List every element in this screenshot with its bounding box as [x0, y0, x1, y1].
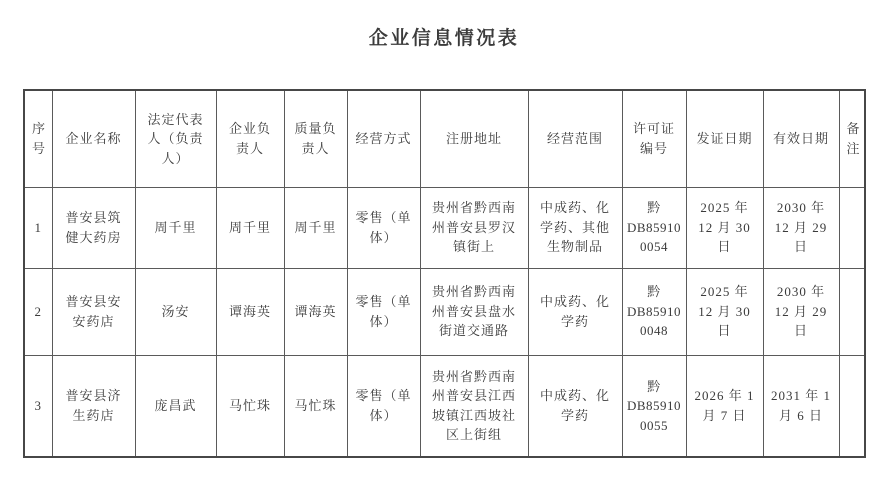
cell-business-mode: 零售（单体）: [347, 268, 420, 355]
header-registered-address: 注册地址: [420, 90, 528, 187]
cell-company-name: 普安县安安药店: [52, 268, 135, 355]
cell-valid-date: 2030 年 12 月 29 日: [763, 187, 839, 268]
cell-valid-date: 2031 年 1 月 6 日: [763, 355, 839, 457]
cell-issue-date: 2025 年 12 月 30 日: [686, 268, 763, 355]
cell-registered-address: 贵州省黔西南州普安县江西坡镇江西坡社区上街组: [420, 355, 528, 457]
cell-no: 1: [24, 187, 52, 268]
table-row: [24, 268, 865, 355]
cell-company-name: 普安县济生药店: [52, 355, 135, 457]
header-license-no: 许可证编号: [622, 90, 686, 187]
enterprise-info-table: [23, 89, 866, 458]
table-row: [24, 187, 865, 268]
cell-license-no: 黔 DB85910 0054: [622, 187, 686, 268]
cell-business-scope: 中成药、化学药: [528, 268, 622, 355]
header-valid-date: 有效日期: [763, 90, 839, 187]
header-business-mode: 经营方式: [347, 90, 420, 187]
cell-no: 2: [24, 268, 52, 355]
cell-registered-address: 贵州省黔西南州普安县盘水街道交通路: [420, 268, 528, 355]
cell-legal-representative: 周千里: [135, 187, 216, 268]
cell-business-scope: 中成药、化学药: [528, 355, 622, 457]
cell-remark: [839, 268, 865, 355]
cell-issue-date: 2026 年 1 月 7 日: [686, 355, 763, 457]
cell-quality-manager: 马忙珠: [284, 355, 347, 457]
cell-license-no: 黔 DB85910 0048: [622, 268, 686, 355]
cell-business-mode: 零售（单体）: [347, 187, 420, 268]
cell-no: 3: [24, 355, 52, 457]
header-company-name: 企业名称: [52, 90, 135, 187]
cell-legal-representative: 汤安: [135, 268, 216, 355]
cell-registered-address: 贵州省黔西南州普安县罗汉镇街上: [420, 187, 528, 268]
cell-company-name: 普安县筑健大药房: [52, 187, 135, 268]
cell-legal-representative: 庞昌武: [135, 355, 216, 457]
cell-company-manager: 周千里: [216, 187, 284, 268]
header-business-scope: 经营范围: [528, 90, 622, 187]
page-title: 企业信息情况表: [368, 28, 520, 49]
cell-quality-manager: 周千里: [284, 187, 347, 268]
cell-quality-manager: 谭海英: [284, 268, 347, 355]
cell-remark: [839, 187, 865, 268]
cell-company-manager: 马忙珠: [216, 355, 284, 457]
header-quality-manager: 质量负责人: [284, 90, 347, 187]
header-no: 序号: [24, 90, 52, 187]
header-legal-representative: 法定代表人（负责人）: [135, 90, 216, 187]
cell-company-manager: 谭海英: [216, 268, 284, 355]
cell-business-mode: 零售（单体）: [347, 355, 420, 457]
cell-valid-date: 2030 年 12 月 29 日: [763, 268, 839, 355]
cell-license-no: 黔 DB85910 0055: [622, 355, 686, 457]
table-row: [24, 355, 865, 457]
header-company-manager: 企业负责人: [216, 90, 284, 187]
cell-remark: [839, 355, 865, 457]
cell-business-scope: 中成药、化学药、其他生物制品: [528, 187, 622, 268]
cell-issue-date: 2025 年 12 月 30 日: [686, 187, 763, 268]
table-header-row: [24, 90, 865, 187]
header-remark: 备注: [839, 90, 865, 187]
header-issue-date: 发证日期: [686, 90, 763, 187]
